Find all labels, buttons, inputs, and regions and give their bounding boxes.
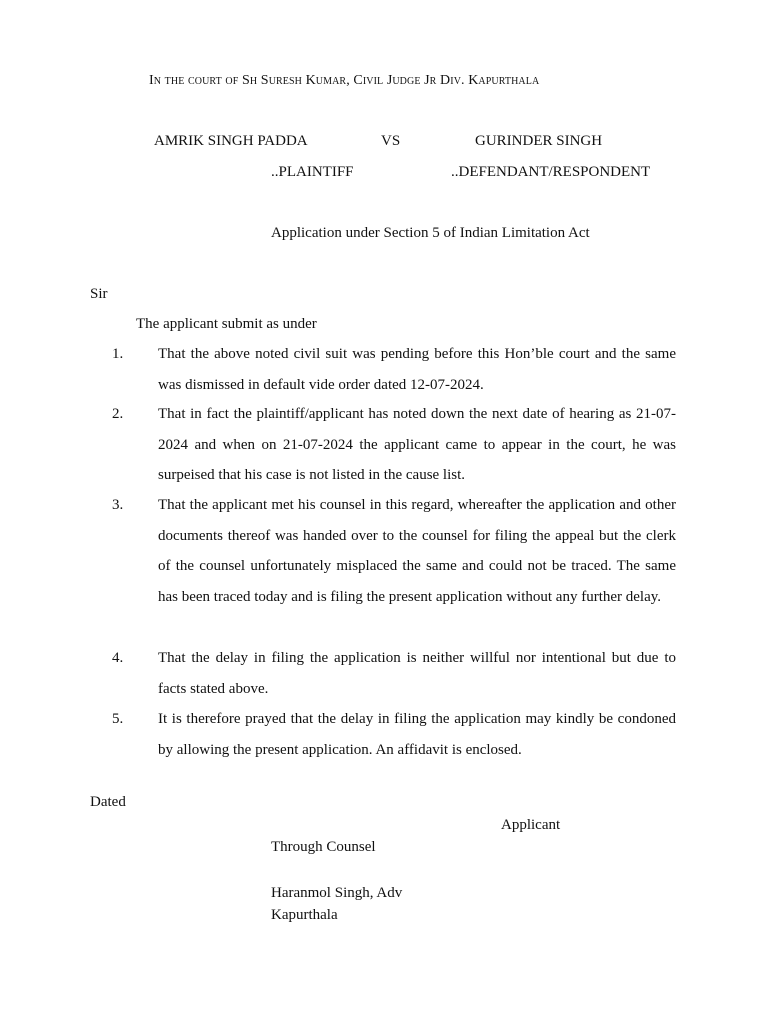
court-heading: In the court of Sh Suresh Kumar, Civil Judge Jr Div. Kapurthala: [149, 73, 540, 88]
paragraph-text: It is therefore prayed that the delay in filing the application may kindly be condoned by allowing the present application. An affidavit is enclosed.: [158, 711, 676, 758]
paragraph-text: That the delay in filing the application is neither willful nor intentional but due to facts stated above.: [158, 650, 676, 697]
versus-label: VS: [381, 133, 401, 149]
plaintiff-name: AMRIK SINGH PADDA: [154, 133, 308, 149]
counsel-name: Haranmol Singh, Adv: [271, 885, 403, 901]
paragraph-number: 2.: [112, 406, 124, 422]
defendant-name: GURINDER SINGH: [475, 133, 603, 149]
paragraph-text: That in fact the plaintiff/applicant has noted down the next date of hearing as 21-07-2024 and when on 21-07-2024 the applicant came to appear in the court, he was surpeised that his case is not listed in the cause list.: [158, 406, 676, 483]
defendant-role: ..DEFENDANT/RESPONDENT: [451, 164, 651, 180]
salutation: Sir: [90, 286, 108, 302]
paragraph-number: 3.: [112, 497, 124, 513]
paragraph-text: That the applicant met his counsel in this regard, whereafter the application and other documents thereof was handed over to the counsel for filing the appeal but the clerk of the counsel unfortunately misplaced the same and could not be traced. The same has been traced today and is filing the present application without any further delay.: [158, 497, 676, 605]
applicant-label: Applicant: [501, 817, 561, 833]
paragraph-number: 4.: [112, 650, 124, 666]
through-counsel-label: Through Counsel: [271, 839, 376, 855]
paragraph-number: 1.: [112, 346, 124, 362]
intro-line: The applicant submit as under: [136, 316, 317, 332]
dated-label: Dated: [90, 794, 126, 810]
counsel-place: Kapurthala: [271, 907, 338, 923]
plaintiff-role: ..PLAINTIFF: [271, 164, 354, 180]
paragraph-number: 5.: [112, 711, 124, 727]
paragraph-text: That the above noted civil suit was pending before this Hon’ble court and the same was dismissed in default vide order dated 12-07-2024.: [158, 346, 676, 393]
subject-line: Application under Section 5 of Indian Limitation Act: [271, 225, 590, 241]
